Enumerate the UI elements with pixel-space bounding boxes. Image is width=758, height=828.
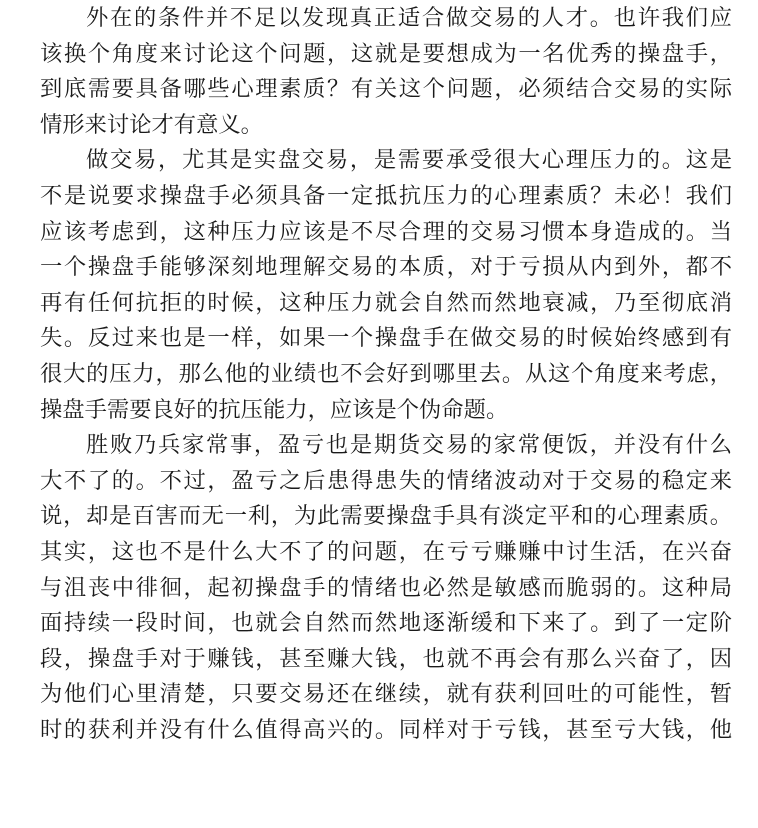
text-line: 做交易，尤其是实盘交易，是需要承受很大心理压力的。这是 — [86, 147, 732, 174]
text-line: 操盘手需要良好的抗压能力，应该是个伪命题。 — [40, 396, 509, 423]
text-line: 为他们心里清楚，只要交易还在继续，就有获利回吐的可能性，暂 — [40, 681, 732, 708]
text-line: 到底需要具备哪些心理素质？有关这个问题，必须结合交易的实际 — [40, 76, 732, 103]
text-line: 一个操盘手能够深刻地理解交易的本质，对于亏损从内到外，都不 — [40, 254, 732, 281]
text-line: 其实，这也不是什么大不了的问题，在亏亏赚赚中讨生活，在兴奋 — [40, 538, 732, 565]
text-line: 再有任何抗拒的时候，这种压力就会自然而然地衰减，乃至彻底消 — [40, 289, 732, 316]
text-line: 大不了的。不过，盈亏之后患得患失的情绪波动对于交易的稳定来 — [40, 467, 732, 494]
text-line: 面持续一段时间，也就会自然而然地逐渐缓和下来了。到了一定阶 — [40, 610, 732, 637]
text-line: 胜败乃兵家常事，盈亏也是期货交易的家常便饭，并没有什么 — [86, 432, 732, 459]
document-page — [40, 0, 740, 748]
text-body — [40, 0, 740, 748]
paragraph-1 — [40, 1, 740, 143]
text-line: 该换个角度来讨论这个问题，这就是要想成为一名优秀的操盘手， — [40, 40, 732, 67]
text-line: 时的获利并没有什么值得高兴的。同样对于亏钱，甚至亏大钱，他 — [40, 716, 732, 743]
text-line: 说，却是百害而无一利，为此需要操盘手具有淡定平和的心理素质。 — [40, 503, 732, 530]
text-line: 不是说要求操盘手必须具备一定抵抗压力的心理素质？未必！我们 — [40, 182, 732, 209]
text-line: 很大的压力，那么他的业绩也不会好到哪里去。从这个角度来考虑， — [40, 360, 732, 387]
text-line: 失。反过来也是一样，如果一个操盘手在做交易的时候始终感到有 — [40, 325, 732, 352]
text-line: 外在的条件并不足以发现真正适合做交易的人才。也许我们应 — [86, 5, 732, 31]
text-line: 应该考虑到，这种压力应该是不尽合理的交易习惯本身造成的。当 — [40, 218, 732, 245]
paragraph-2 — [40, 143, 740, 428]
paragraph-3 — [40, 428, 740, 748]
text-line: 与沮丧中徘徊，起初操盘手的情绪也必然是敏感而脆弱的。这种局 — [40, 574, 732, 601]
text-line: 段，操盘手对于赚钱，甚至赚大钱，也就不再会有那么兴奋了，因 — [40, 645, 732, 672]
text-line: 情形来讨论才有意义。 — [40, 111, 263, 138]
